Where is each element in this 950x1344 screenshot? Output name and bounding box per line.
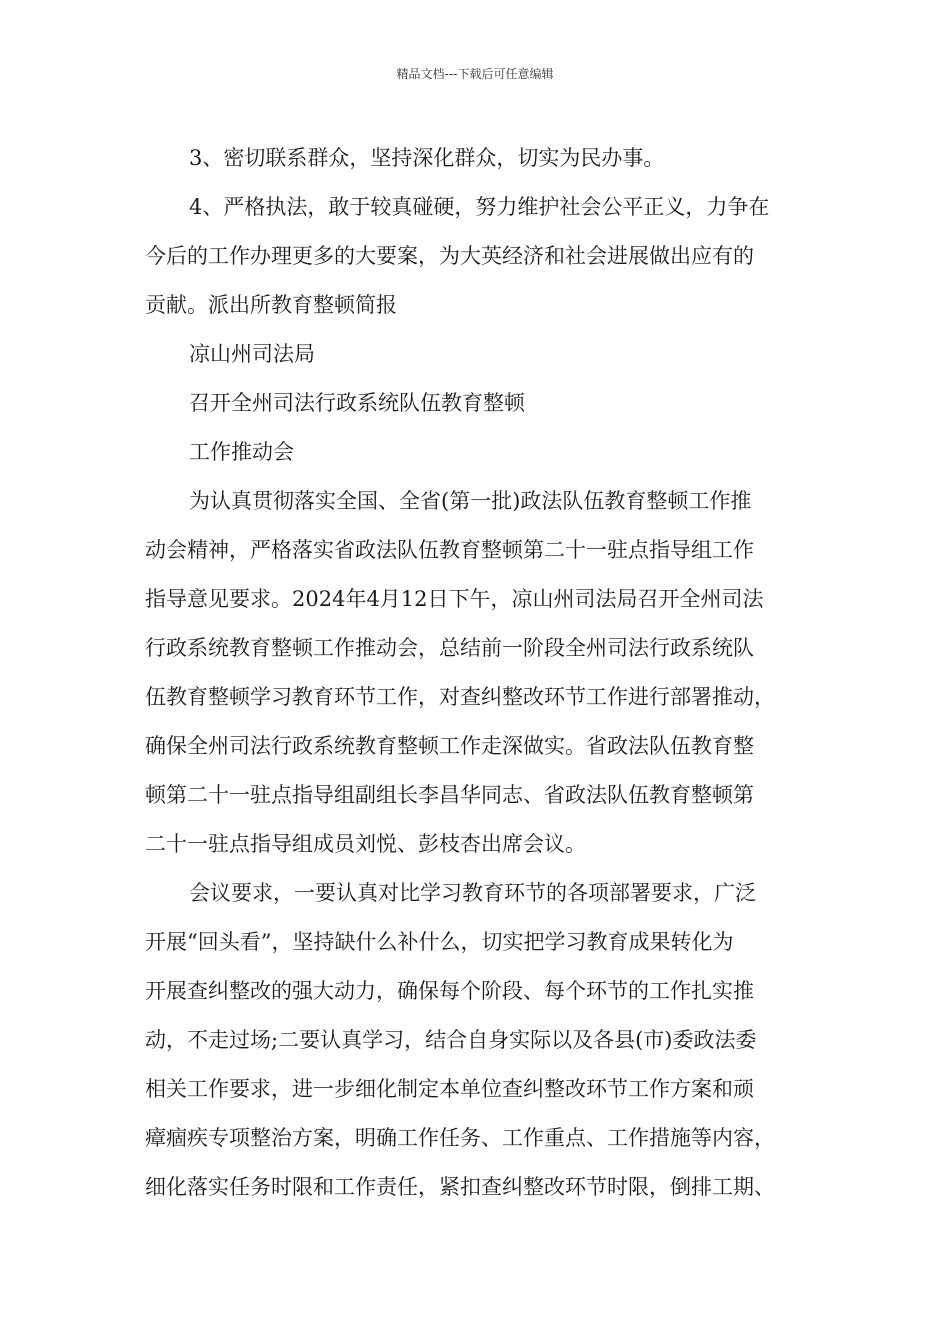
text-line: 召开全州司法行政系统队伍教育整顿 [189,391,525,415]
text-line: 瘴痼疾专项整治方案，明确工作任务、工作重点、工作措施等内容， [145,1126,775,1150]
text-line: 开展查纠整改的强大动力，确保每个阶段、每个环节的工作扎实推 [145,979,754,1003]
text-line: 开展“回头看”，坚持缺什么补什么，切实把学习教育成果转化为 [145,930,734,954]
text-line: 伍教育整顿学习教育环节工作，对查纠整改环节工作进行部署推动， [145,685,775,709]
text-line: 二十一驻点指导组成员刘悦、彭枝杏出席会议。 [145,832,586,856]
text-line: 会议要求，一要认真对比学习教育环节的各项部署要求，广泛 [189,881,756,905]
page-header: 精品文档---下载后可任意编辑 [396,67,554,81]
text-line: 顿第二十一驻点指导组副组长李昌华同志、省政法队伍教育整顿第 [145,783,754,807]
text-line: 今后的工作办理更多的大要案，为大英经济和社会进展做出应有的 [145,244,754,268]
text-line: 4、严格执法，敢于较真碰硬，努力维护社会公平正义，力争在 [189,195,770,219]
text-line: 行政系统教育整顿工作推动会，总结前一阶段全州司法行政系统队 [145,636,754,660]
text-line: 工作推动会 [189,440,294,464]
text-line: 确保全州司法行政系统教育整顿工作走深做实。省政法队伍教育整 [145,734,754,758]
text-line: 相关工作要求，进一步细化制定本单位查纠整改环节工作方案和顽 [145,1077,754,1101]
text-line: 动，不走过场;二要认真学习，结合自身实际以及各县(市)委政法委 [145,1028,757,1052]
text-line: 为认真贯彻落实全国、全省(第一批)政法队伍教育整顿工作推 [189,489,752,513]
text-line: 贡献。派出所教育整顿简报 [145,293,397,317]
document-body [145,134,825,1212]
text-line: 指导意见要求。2024年4月12日下午，凉山州司法局召开全州司法 [145,587,764,611]
text-line: 凉山州司法局 [189,342,315,366]
text-line: 动会精神，严格落实省政法队伍教育整顿第二十一驻点指导组工作 [145,538,754,562]
text-line: 细化落实任务时限和工作责任，紧扣查纠整改环节时限，倒排工期、 [145,1175,775,1199]
text-line: 3、密切联系群众，坚持深化群众，切实为民办事。 [189,146,665,170]
